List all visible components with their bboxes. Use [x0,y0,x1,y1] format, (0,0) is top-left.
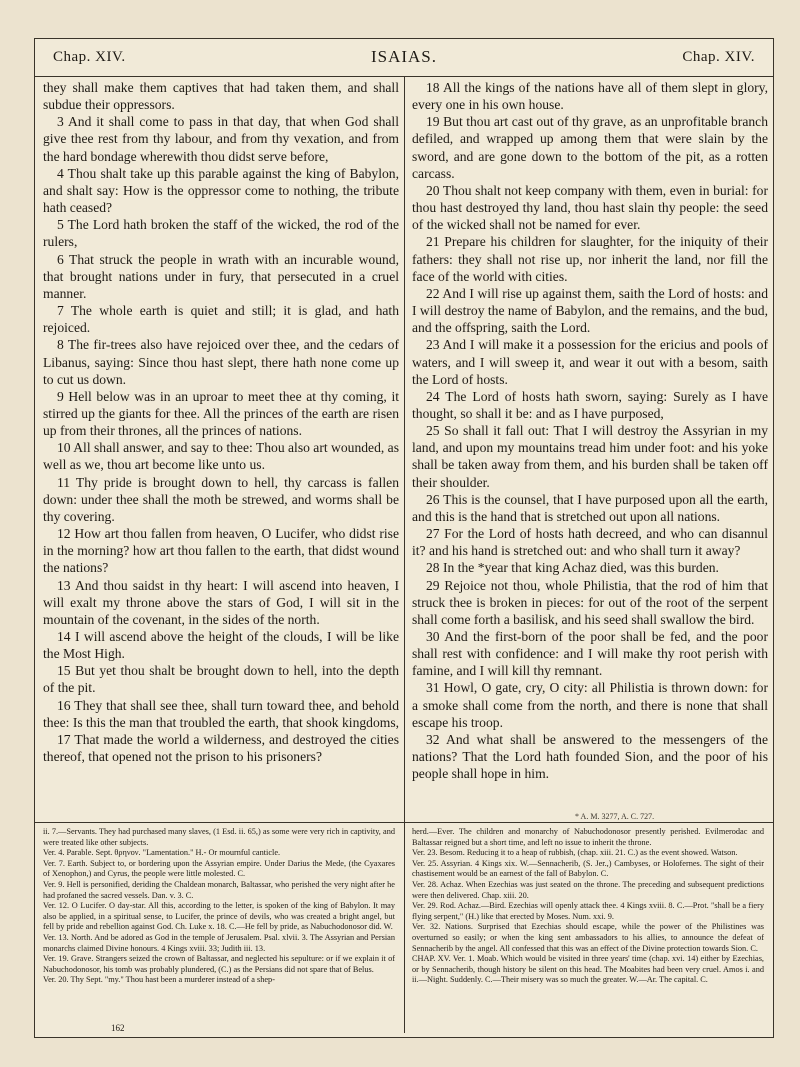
commentary-right [412,827,764,986]
verse-paragraph: 5 The Lord hath broken the staff of the wicked, the rod of the rulers, [43,217,399,250]
verse-paragraph: 31 Howl, O gate, cry, O city: all Philistia is thrown down: for a smoke shall come from the north, and there is none that shall escape his troop. [412,680,768,730]
right-text-column [412,79,768,782]
commentary-note: ii. 7.—Servants. They had purchased many slaves, (1 Esd. ii. 65,) as some were very rich in captivity, and were treated like other subjects. [43,827,395,847]
verse-paragraph: 25 So shall it fall out: That I will destroy the Assyrian in my land, and upon my mountains tread him under foot: and his yoke shall be taken away from them, and his burden shall be taken off their shoulder. [412,423,768,490]
verse-paragraph: 17 That made the world a wilderness, and destroyed the cities thereof, that opened not the prison to his prisoners? [43,731,399,765]
commentary-left [43,827,395,986]
commentary-note: herd.—Ever. The children and monarchy of Nabuchodonosor presently perished. Evilmerodac and Baltassar reigned but a short time, and left no issue to inherit the throne. [412,827,764,847]
commentary-note: Ver. 13. North. And be adored as God in the temple of Jerusalem. Psal. xlvii. 3. The Assyrian and Persian monarchs claimed Divine honours. 4 Kings xviii. 33; Judith iii. 13. [43,932,395,953]
commentary-note: Ver. 7. Earth. Subject to, or bordering upon the Assyrian empire. Under Darius the Mede, (the Cyaxares of Xenophon,) and Cyrus, the people were little molested. C. [43,858,395,879]
verse-paragraph: 27 For the Lord of hosts hath decreed, and who can disannul it? and his hand is stretched out: and who shall turn it away? [412,526,768,559]
verse-paragraph: 32 And what shall be answered to the messengers of the nations? That the Lord hath founded Sion, and the poor of his people shall hope in him. [412,731,768,782]
verse-paragraph: 13 And thou saidst in thy heart: I will ascend into heaven, I will exalt my throne above the stars of God, I will sit in the mountain of the covenant, in the sides of the north. [43,577,399,627]
verse-paragraph: 12 How art thou fallen from heaven, O Lucifer, who didst rise in the morning? how art thou fallen to the earth, that didst wound the nations? [43,526,399,576]
commentary-note: Ver. 19. Grave. Strangers seized the crown of Baltassar, and neglected his sepulture: or if we explain it of Nabuchodonosor, his tomb was probably plundered, (C.) as the Persians did not spare that of Belus. [43,954,395,974]
commentary-note: Ver. 28. Achaz. When Ezechias was just seated on the throne. The preceding and subsequent predictions were then delivered. Chap. xiii. 20. [412,879,764,900]
header-book-title: ISAIAS. [370,47,438,66]
verse-paragraph: 28 In the *year that king Achaz died, was this burden. [426,560,719,576]
commentary-note: Ver. 23. Besom. Reducing it to a heap of rubbish, (chap. xiii. 21. C.) as the event showed. Watson. [412,848,738,858]
verse-paragraph: 29 Rejoice not thou, whole Philistia, that the rod of him that struck thee is broken in pieces: for out of the root of the serpent shall come forth a basilisk, and his seed shall swallow the bird. [412,577,768,627]
verse-paragraph: 14 I will ascend above the height of the clouds, I will be like the Most High. [43,629,399,662]
running-header [35,39,773,77]
verse-paragraph: 7 The whole earth is quiet and still; it is glad, and hath rejoiced. [43,303,399,336]
verse-paragraph: 3 And it shall come to pass in that day, that when God shall give thee rest from thy labour, and from thy vexation, and from the hard bondage wherewith thou didst serve before, [43,114,399,164]
commentary-note: Ver. 12. O Lucifer. O day-star. All this, according to the letter, is spoken of the king of Babylon. It may also be applied, in a spiritual sense, to Lucifer, the prince of devils, who was created a bright angel, but fell by pride and rebellion against God. Ch. Luke x. 18. C.—He fell by pride, as Nabuchodonosor did. W. [43,901,395,932]
header-chapter-left: Chap. XIV. [53,49,126,65]
commentary-note: Ver. 25. Assyrian. 4 Kings xix. W.—Sennacherib, (S. Jer.,) Cambyses, or Holofernes. The sight of their chastisement would be an earnest of the fall of Babylon. C. [412,858,764,879]
notes-column-divider [404,823,405,1033]
verse-paragraph: 21 Prepare his children for slaughter, for the iniquity of their fathers: they shall not rise up, nor inherit the land, nor fill the face of the world with cities. [412,234,768,284]
commentary-note: Ver. 29. Rod. Achaz.—Bird. Ezechias will openly attack thee. 4 Kings xviii. 8. C.—Prot. "shall be a fiery flying serpent," (H.) like that erected by Moses. Num. xxi. 9. [412,901,764,921]
page-frame [34,38,774,1038]
page-signature: 162 [111,1023,125,1033]
commentary-note: Ver. 20. Thy Sept. "my." Thou hast been a murderer instead of a shep- [43,975,275,985]
verse-paragraph: they shall make them captives that had taken them, and shall subdue their oppressors. [43,80,399,113]
verse-paragraph: 8 The fir-trees also have rejoiced over thee, and the cedars of Libanus, saying: Since thou hast slept, there hath none come up to cut us down. [43,337,399,387]
verse-paragraph: 20 Thou shalt not keep company with them, even in burial: for thou hast destroyed thy land, thou hast slain thy people: the seed of the wicked shall not be named for ever. [412,182,768,233]
verse-paragraph: 23 And I will make it a possession for the ericius and pools of waters, and I will sweep it, and wear it out with a besom, saith the Lord of hosts. [412,337,768,387]
verse-paragraph: 6 That struck the people in wrath with an incurable wound, that brought nations under in fury, that persecuted in a cruel manner. [43,251,399,301]
verse-paragraph: 10 All shall answer, and say to thee: Thou also art wounded, as well as we, thou art become like unto us. [43,440,400,473]
verse-paragraph: 4 Thou shalt take up this parable against the king of Babylon, and shalt say: How is the oppressor come to nothing, the tribute hath ceased? [43,165,399,216]
commentary-note: Ver. 9. Hell is personified, deriding the Chaldean monarch, Baltassar, who perished the very night after he had profaned the sacred vessels. Dan. v. 3. C. [43,879,395,900]
verse-paragraph: 24 The Lord of hosts hath sworn, saying: Surely as I have thought, so shall it be: and as I have purposed, [412,388,768,421]
header-chapter-right: Chap. XIV. [682,49,755,65]
verse-paragraph: 22 And I will rise up against them, saith the Lord of hosts: and I will destroy the name of Babylon, and the remains, and the bud, and the offspring, saith the Lord. [412,285,768,336]
verse-paragraph: 30 And the first-born of the poor shall be fed, and the poor shall rest with confidence: and I will make thy root perish with famine, and I will kill thy remnant. [412,629,768,679]
marginal-footnote: * A. M. 3277, A. C. 727. [575,812,655,821]
verse-paragraph: 26 This is the counsel, that I have purposed upon all the earth, and this is the hand that is stretched out upon all nations. [412,491,768,524]
verse-paragraph: 16 They that shall see thee, shall turn toward thee, and behold thee: Is this the man that troubled the earth, that shook kingdoms, [43,697,400,730]
verse-paragraph: 18 All the kings of the nations have all of them slept in glory, every one in his own house. [412,80,768,113]
verse-paragraph: 9 Hell below was in an uproar to meet thee at thy coming, it stirred up the giants for thee. All the princes of the earth are risen up from their thrones, all the princes of nations. [43,388,399,439]
commentary-note: Ver. 32. Nations. Surprised that Ezechias should escape, while the power of the Philistines was overturned so easily; or when the king sent ambassadors to his allies, to announce the defeat of Sennacherib by the angel. All confessed that this was an effect of the Divine protection towards Sion. C. [412,922,764,953]
column-divider [404,77,405,822]
verse-paragraph: 19 But thou art cast out of thy grave, as an unprofitable branch defiled, and wrapped up among them that were slain by the sword, and are gone down to the bottom of the pit, as a rotten carcass. [412,114,768,181]
left-text-column [43,79,399,765]
verse-paragraph: 11 Thy pride is brought down to hell, thy carcass is fallen down: under thee shall the moth be strewed, and worms shall be thy covering. [43,474,399,524]
commentary-note: Ver. 4. Parable. Sept. θρηνον. "Lamentation." H.- Or mournful canticle. [43,848,281,858]
commentary-note: CHAP. XV. Ver. 1. Moab. Which would be visited in three years' time (chap. xvi. 14) either by Ezechias, or by Sennacherib, though history be silent on this head. The Moabites had been very cruel. Amos i. and ii.—Night. Suddenly. C.—Their misery was so much the greater. W.—Ar. The capital. C. [412,954,764,985]
verse-paragraph: 15 But yet thou shalt be brought down to hell, into the depth of the pit. [43,663,399,696]
